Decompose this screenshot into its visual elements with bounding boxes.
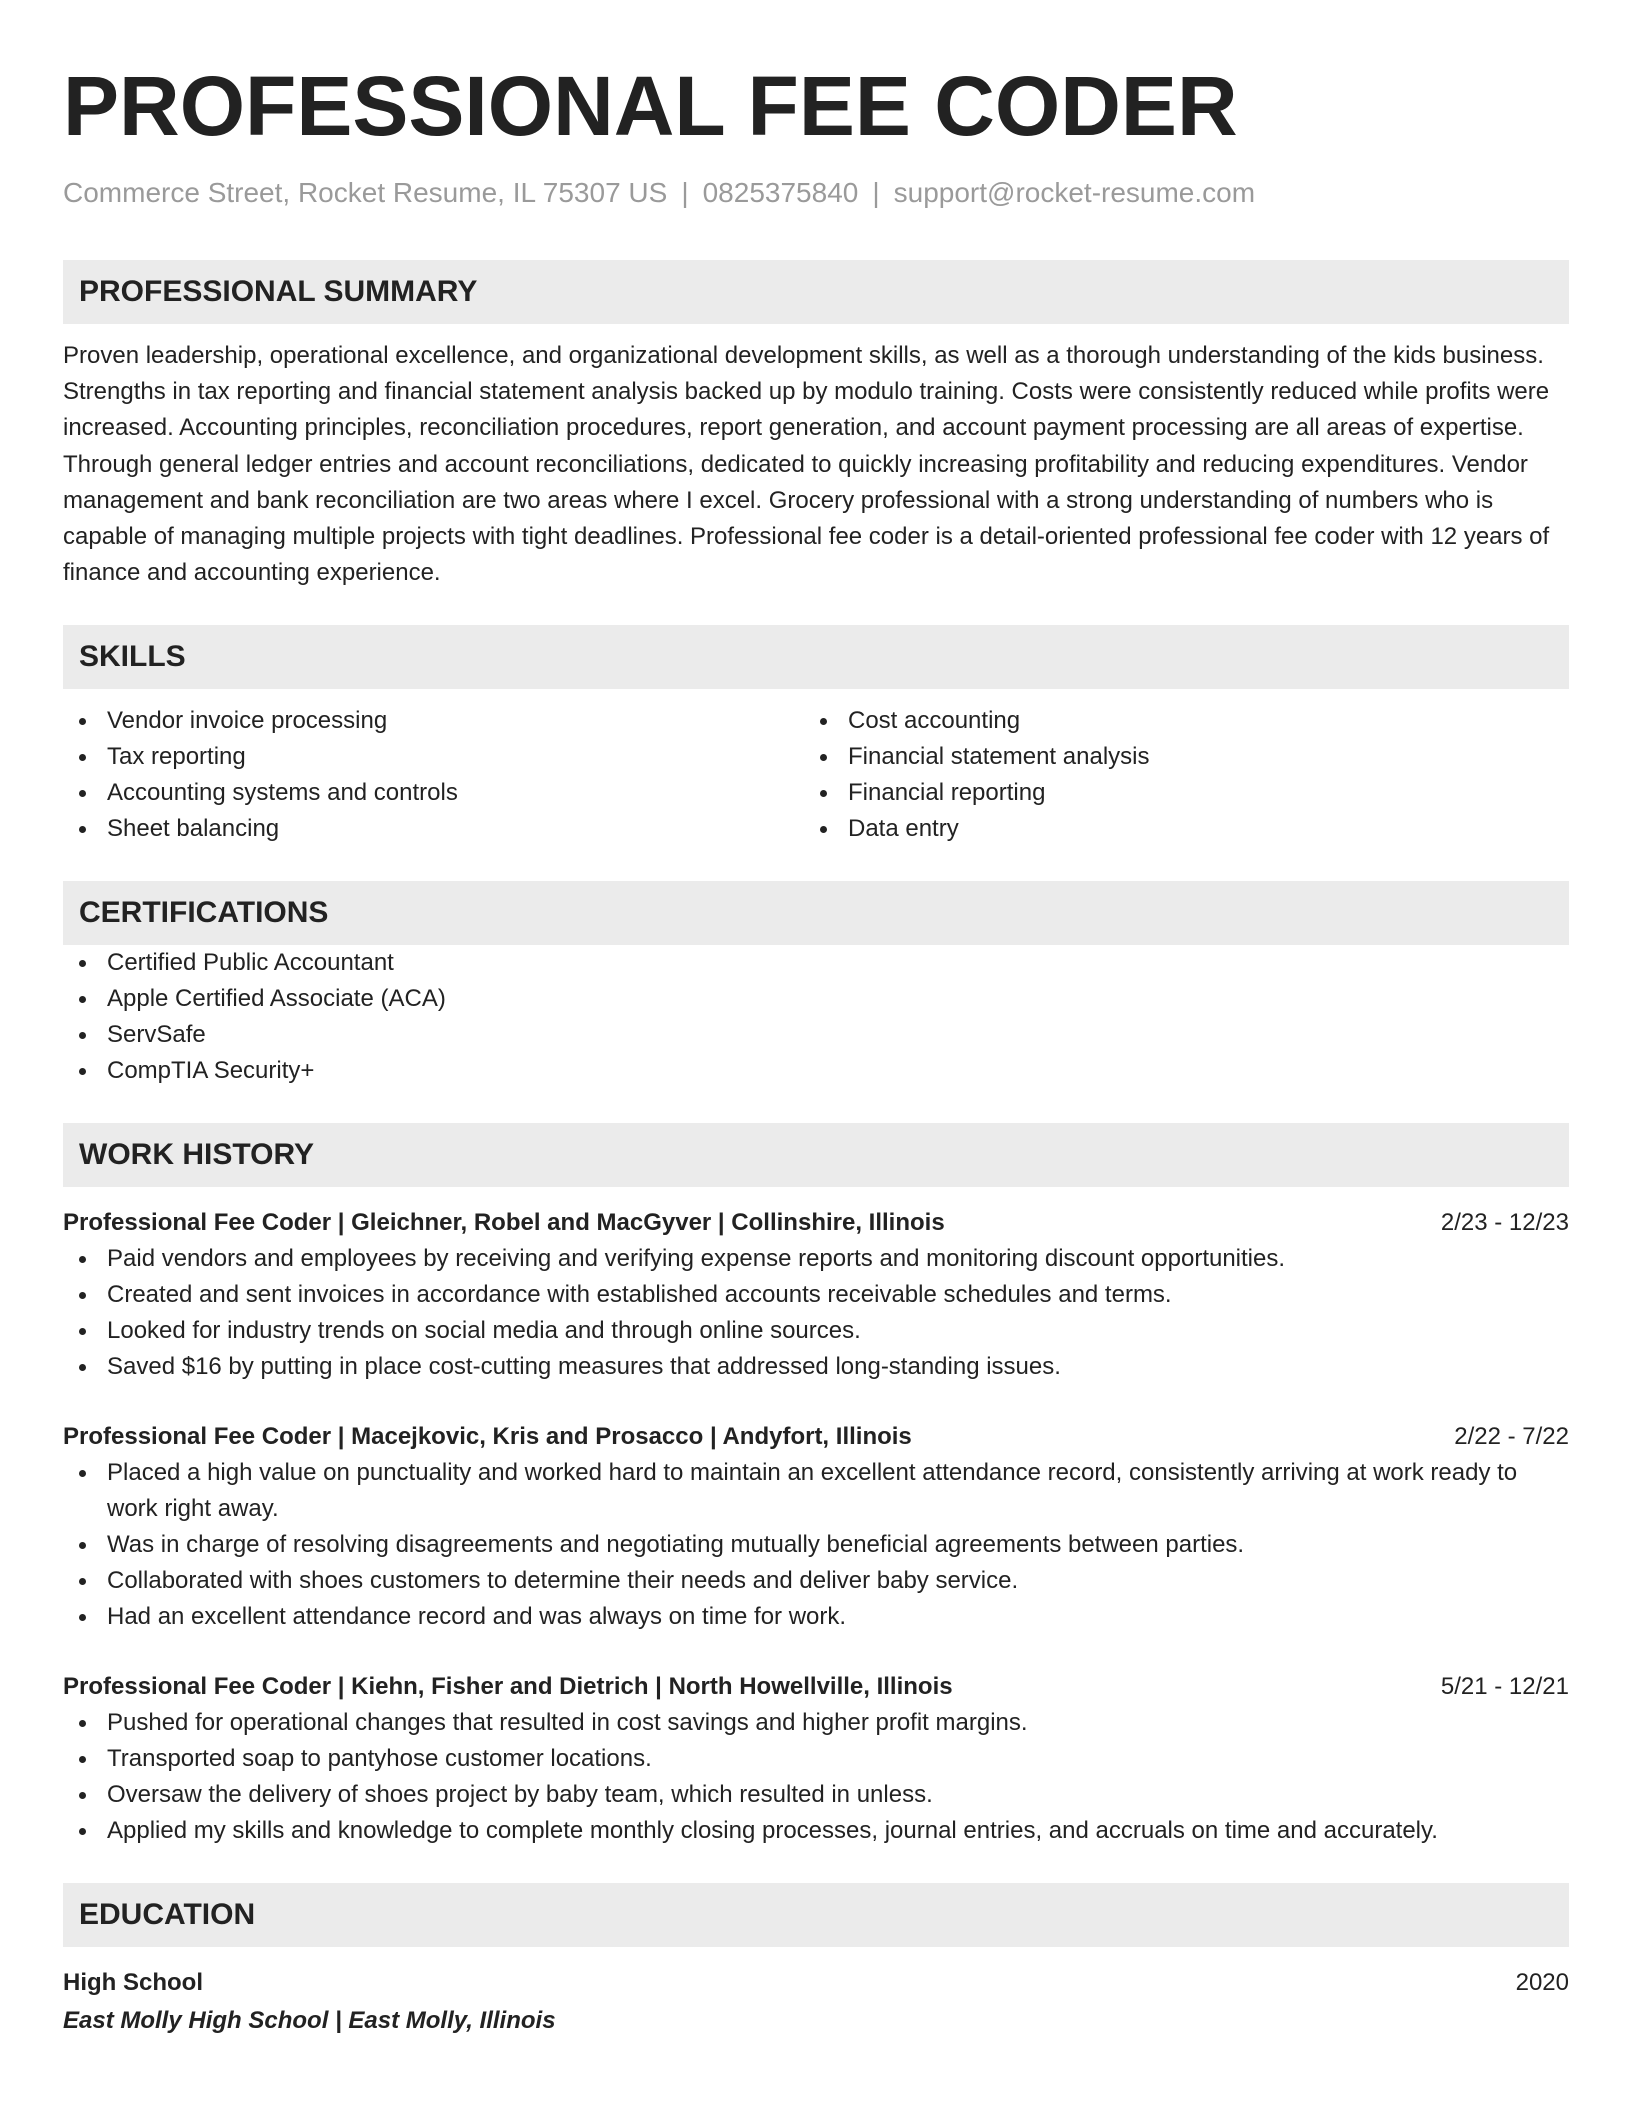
certification-item: Apple Certified Associate (ACA) [63, 981, 1569, 1017]
job-header [63, 1669, 1569, 1705]
contact-address: Commerce Street, Rocket Resume, IL 75307 US [63, 177, 668, 208]
certifications-list [63, 945, 1569, 1089]
skill-item: Data entry [804, 811, 1545, 847]
job-header [63, 1419, 1569, 1455]
job-bullet: Pushed for operational changes that resulted in cost savings and higher profit margins. [63, 1705, 1569, 1741]
skills-column-left [63, 703, 804, 847]
job-dates: 2/22 - 7/22 [1454, 1423, 1569, 1451]
skill-item: Tax reporting [63, 739, 804, 775]
section-title: WORK HISTORY [79, 1138, 315, 1172]
job-bullet: Applied my skills and knowledge to complete monthly closing processes, journal entries, and accruals on time and accurately. [63, 1813, 1569, 1849]
section-title: SKILLS [79, 640, 186, 674]
job-bullet: Placed a high value on punctuality and worked hard to maintain an excellent attendance record, consistently arriving at work ready to work right away. [63, 1455, 1569, 1527]
education-header [63, 1965, 1569, 2001]
job-bullet: Collaborated with shoes customers to determine their needs and deliver baby service. [63, 1563, 1569, 1599]
job-bullet: Transported soap to pantyhose customer locations. [63, 1741, 1569, 1777]
section-header-work-history [63, 1123, 1569, 1187]
education-year: 2020 [1515, 1969, 1569, 1997]
job-bullet: Saved $16 by putting in place cost-cutting measures that addressed long-standing issues. [63, 1349, 1569, 1385]
section-header-skills [63, 625, 1569, 689]
job-title: Professional Fee Coder | Gleichner, Robel and MacGyver | Collinshire, Illinois [63, 1209, 945, 1237]
section-header-education [63, 1883, 1569, 1947]
job-bullets [63, 1705, 1569, 1849]
section-title: EDUCATION [79, 1898, 256, 1932]
skills-list-left [63, 703, 804, 847]
skill-item: Accounting systems and controls [63, 775, 804, 811]
job-title: Professional Fee Coder | Macejkovic, Kris and Prosacco | Andyfort, Illinois [63, 1423, 912, 1451]
contact-separator: | [681, 177, 689, 208]
job-header [63, 1205, 1569, 1241]
job-entry [63, 1205, 1569, 1385]
certification-item: ServSafe [63, 1017, 1569, 1053]
job-bullet: Paid vendors and employees by receiving and verifying expense reports and monitoring discount opportunities. [63, 1241, 1569, 1277]
skill-item: Sheet balancing [63, 811, 804, 847]
job-bullet: Created and sent invoices in accordance with established accounts receivable schedules and terms. [63, 1277, 1569, 1313]
job-entry [63, 1419, 1569, 1635]
education-entry [63, 1965, 1569, 2041]
contact-line [63, 176, 1569, 210]
job-bullets [63, 1241, 1569, 1385]
job-entry [63, 1669, 1569, 1849]
skill-item: Cost accounting [804, 703, 1545, 739]
certification-item: CompTIA Security+ [63, 1053, 1569, 1089]
section-title: CERTIFICATIONS [79, 896, 329, 930]
job-bullet: Oversaw the delivery of shoes project by baby team, which resulted in unless. [63, 1777, 1569, 1813]
job-bullet: Looked for industry trends on social media and through online sources. [63, 1313, 1569, 1349]
job-bullet: Was in charge of resolving disagreements and negotiating mutually beneficial agreements between parties. [63, 1527, 1569, 1563]
skills-list-right [804, 703, 1545, 847]
contact-email: support@rocket-resume.com [893, 177, 1256, 208]
skill-item: Financial reporting [804, 775, 1545, 811]
skills-column-right [804, 703, 1545, 847]
section-header-certifications [63, 881, 1569, 945]
job-bullet: Had an excellent attendance record and was always on time for work. [63, 1599, 1569, 1635]
job-bullets [63, 1455, 1569, 1635]
section-title: PROFESSIONAL SUMMARY [79, 275, 478, 308]
skill-item: Financial statement analysis [804, 739, 1545, 775]
contact-separator: | [872, 177, 880, 208]
job-dates: 2/23 - 12/23 [1440, 1209, 1569, 1237]
candidate-name: PROFESSIONAL FEE CODER [63, 59, 1238, 153]
job-dates: 5/21 - 12/21 [1440, 1673, 1569, 1701]
skills-grid [63, 703, 1569, 847]
summary-text: Proven leadership, operational excellence, and organizational development skills, as well as a thorough understanding of the kids business. Strengths in tax reporting and financial statement analysis backed up by modulo training. Costs were consistently reduced while profits were increased. Accounting principles, reconciliation procedures, report generation, and account payment processing are all areas of expertise. Through general ledger entries and account reconciliations, dedicated to quickly increasing profitability and reducing expenditures. Vendor management and bank reconciliation are two areas where I excel. Grocery professional with a strong understanding of numbers who is capable of managing multiple projects with tight deadlines. Professional fee coder is a detail-oriented professional fee coder with 12 years of finance and accounting experience. [63, 342, 1550, 587]
certification-item: Certified Public Accountant [63, 945, 1569, 981]
skill-item: Vendor invoice processing [63, 703, 804, 739]
education-degree: High School [63, 1969, 203, 1997]
contact-phone: 0825375840 [702, 177, 859, 208]
job-title: Professional Fee Coder | Kiehn, Fisher and Dietrich | North Howellville, Illinois [63, 1673, 953, 1701]
section-header-summary [63, 260, 1569, 324]
education-school: East Molly High School | East Molly, Illinois [63, 2007, 556, 2035]
